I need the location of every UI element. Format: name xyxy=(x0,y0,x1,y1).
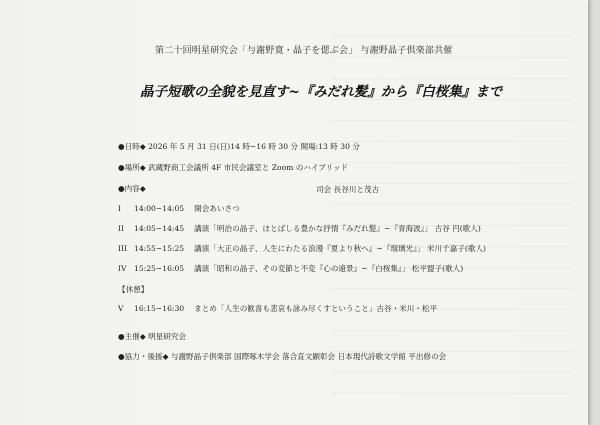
event-title: 晶子短歌の全貌を見直す~『みだれ髪』から『白桜集』まで xyxy=(140,84,503,100)
show-through-text xyxy=(330,18,570,398)
program-item xyxy=(118,243,486,254)
place-line: ●場所◆ 武蔵野商工会議所 4F 市民会議室と Zoom のハイブリッド xyxy=(118,163,349,172)
cooperation-line: ●協力・後援◆ 与謝野晶子倶楽部 国際啄木学会 落合直文顕彰会 日本現代詩歌文学館 平出修の会 xyxy=(118,352,447,361)
program-item xyxy=(118,203,240,214)
program-time: 14:05~14:45 xyxy=(134,224,185,233)
program-text: 講演「昭和の晶子、その変節と不変『心の遠景』~『白桜集』」 松平盟子(歌人) xyxy=(194,264,464,273)
program-number: II xyxy=(118,224,124,233)
organizers-line: 第二十回明星研究会「与謝野寛・晶子を偲ぶ会」 与謝野晶子倶楽部共催 xyxy=(155,46,453,56)
date-line: ●日時◆ 2026 年 5 月 31 日(日)14 時~16 時 30 分 開場:13 時 30 分 xyxy=(118,142,360,151)
chair-line: 司会 長谷川と茂古 xyxy=(316,185,380,194)
program-number: IV xyxy=(118,264,127,273)
program-item xyxy=(118,223,481,234)
program-text: まとめ「人生の歓喜も悲哀も詠み尽くすということ」古谷・米川・松平 xyxy=(194,304,438,313)
program-time: 16:15~16:30 xyxy=(134,304,185,313)
program-number: I xyxy=(118,204,121,213)
program-text: 講演「明治の晶子、ほとばしる豊かな抒情『みだれ髪』~『青海波』」 古谷 円(歌人) xyxy=(194,224,481,233)
program-text: 開会あいさつ xyxy=(194,204,240,213)
contents-label: ●内容◆ xyxy=(118,184,146,193)
program-item xyxy=(118,263,463,274)
break-label: 【休憩】 xyxy=(118,285,149,294)
program-text: 講演「大正の晶子、人生にわたる浪漫『夏より秋へ』~『瑠璃光』」 米川千嘉子(歌人) xyxy=(194,244,487,253)
program-number: III xyxy=(118,244,127,253)
program-item xyxy=(118,303,437,314)
program-number: V xyxy=(118,304,124,313)
program-time: 15:25~16:05 xyxy=(134,264,185,273)
program-time: 14:55~15:25 xyxy=(134,244,185,253)
host-line: ●主催◆ 明星研究会 xyxy=(118,332,187,341)
program-time: 14:00~14:05 xyxy=(134,204,185,213)
